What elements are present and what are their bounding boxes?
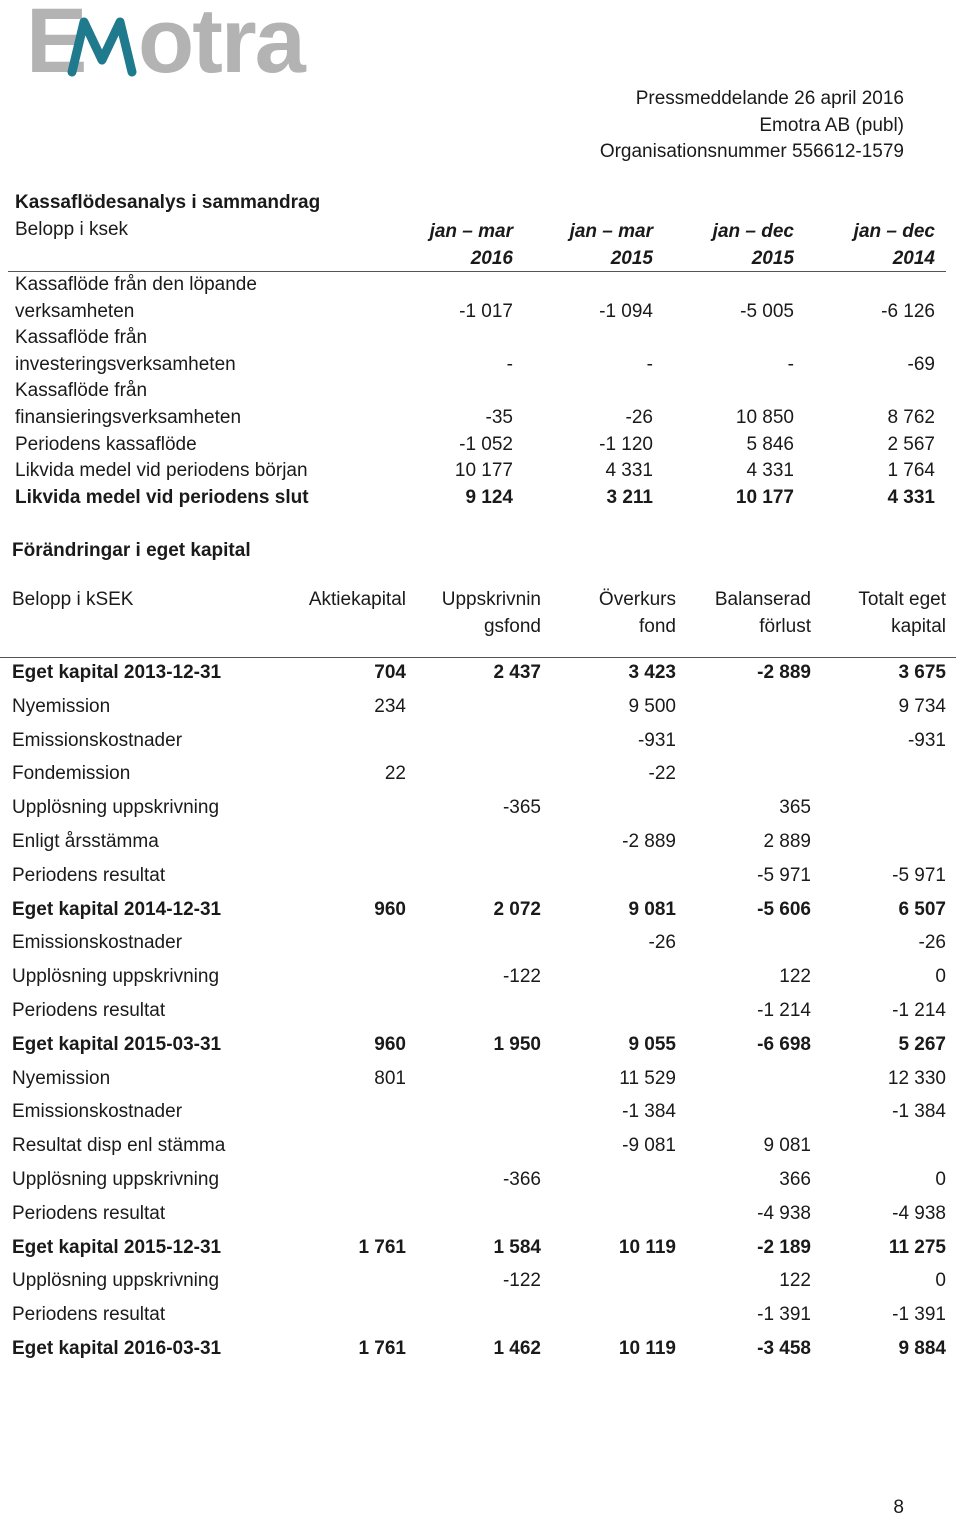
equity-row: [0, 1332, 960, 1366]
press-line-date: Pressmeddelande 26 april 2016: [635, 88, 904, 109]
equity-cell: 2 889: [763, 831, 811, 852]
equity-cell: -26: [918, 932, 946, 954]
cashflow-cell: -6 126: [881, 300, 935, 322]
column-header-line: fond: [639, 616, 676, 637]
equity-cell: -5 971: [892, 864, 946, 886]
equity-cell: 9 081: [763, 1135, 811, 1157]
equity-row: [0, 757, 960, 791]
equity-cell: -122: [502, 1270, 541, 1292]
equity-cell: -122: [502, 966, 541, 988]
logo-text: E otra: [26, 0, 304, 82]
equity-cell: 2 072: [493, 898, 541, 920]
equity-row-label: Upplösning uppskrivning: [12, 1169, 220, 1190]
equity-cell: -1 391: [757, 1304, 811, 1326]
equity-row-label: Upplösning uppskrivning: [12, 966, 220, 988]
equity-column-header: [681, 586, 811, 640]
cashflow-row: [8, 485, 946, 512]
column-header-line: förlust: [759, 616, 811, 637]
equity-cell: -2 189: [757, 1236, 811, 1258]
column-header-period: jan – dec: [853, 221, 935, 242]
equity-cell: 9 734: [898, 695, 946, 717]
equity-row: [0, 926, 960, 960]
equity-column-header: [816, 586, 946, 640]
equity-row: [0, 1028, 960, 1062]
equity-row: [0, 825, 960, 859]
equity-row-label: Emissionskostnader: [12, 932, 183, 954]
column-header-line: Aktiekapital: [308, 589, 406, 610]
cashflow-cell: 1 764: [887, 460, 935, 482]
equity-cell: -6 698: [757, 1033, 811, 1055]
equity-cell: 122: [779, 966, 811, 988]
equity-unit: Belopp i kSEK: [12, 589, 134, 610]
equity-cell: 234: [374, 695, 406, 717]
column-header-line: Totalt eget: [858, 589, 946, 610]
cashflow-column-header: [513, 219, 653, 272]
equity-cell: 366: [779, 1169, 811, 1190]
column-header-line: gsfond: [483, 616, 541, 637]
column-header-year: 2014: [892, 247, 935, 269]
equity-cell: 11 275: [888, 1236, 946, 1258]
equity-row: [0, 1129, 960, 1163]
cashflow-row-label: [15, 272, 345, 325]
row-label-line: Likvida medel vid periodens slut: [15, 486, 309, 508]
column-header-period: jan – mar: [429, 221, 513, 242]
equity-row-label: Fondemission: [12, 763, 131, 785]
equity-cell: -9 081: [622, 1135, 676, 1157]
equity-row-label: Emissionskostnader: [12, 729, 183, 751]
press-line-orgnr: Organisationsnummer 556612-1579: [599, 141, 904, 162]
cashflow-cell: -26: [625, 406, 653, 428]
equity-cell: -2 889: [757, 662, 811, 683]
cashflow-cell: -1 017: [459, 300, 513, 322]
equity-cell: 6 507: [898, 898, 946, 920]
equity-row-label: Nyemission: [12, 695, 111, 717]
equity-row: [0, 724, 960, 758]
cashflow-column-header: [373, 219, 513, 272]
equity-cell: -26: [648, 932, 676, 954]
equity-cell: 11 529: [619, 1067, 676, 1089]
equity-row-label: Resultat disp enl stämma: [12, 1135, 226, 1157]
cashflow-unit: Belopp i ksek: [15, 219, 129, 240]
cashflow-cell: -1 120: [599, 433, 653, 455]
cashflow-cell: 5 846: [746, 433, 794, 455]
cashflow-cell: 10 177: [735, 486, 794, 508]
column-header-period: jan – dec: [712, 221, 794, 242]
row-label-line: Likvida medel vid periodens början: [15, 460, 308, 482]
equity-cell: 1 761: [358, 1236, 406, 1258]
equity-row-label: Eget kapital 2015-12-31: [12, 1236, 222, 1258]
equity-cell: 1 584: [493, 1236, 541, 1258]
row-label-line: Kassaflöde från: [15, 327, 148, 349]
equity-row: [0, 1163, 960, 1197]
equity-cell: 960: [374, 898, 406, 920]
cashflow-column-header: [795, 219, 935, 272]
cashflow-cell: -: [646, 353, 653, 375]
equity-cell: 1 462: [493, 1338, 541, 1359]
equity-cell: -931: [907, 729, 946, 751]
equity-cell: 9 884: [898, 1338, 946, 1359]
equity-cell: -931: [637, 729, 676, 751]
cashflow-cell: -35: [485, 406, 513, 428]
equity-row-label: Periodens resultat: [12, 1000, 166, 1021]
cashflow-row: [8, 458, 946, 485]
equity-title: Förändringar i eget kapital: [12, 540, 251, 561]
equity-row: [0, 791, 960, 825]
equity-cell: 801: [374, 1067, 406, 1089]
cashflow-cell: -: [506, 353, 513, 375]
cashflow-cell: -5 005: [740, 300, 794, 322]
equity-cell: 704: [374, 662, 406, 683]
equity-cell: 10 119: [618, 1338, 676, 1359]
equity-row-label: Eget kapital 2014-12-31: [12, 898, 222, 920]
column-header-line: Balanserad: [714, 589, 811, 610]
cashflow-cell: 3 211: [606, 486, 653, 508]
equity-cell: 9 055: [628, 1033, 676, 1055]
press-line-company: Emotra AB (publ): [759, 114, 904, 136]
equity-row-label: Periodens resultat: [12, 1202, 166, 1224]
equity-cell: -4 938: [757, 1202, 811, 1224]
equity-cell: 0: [935, 966, 946, 988]
equity-cell: 9 081: [628, 898, 676, 920]
cashflow-column-header: [654, 219, 794, 272]
cashflow-row-label: [15, 458, 345, 485]
row-label-line: Kassaflöde från: [15, 380, 148, 402]
column-header-line: Överkurs: [598, 589, 676, 610]
row-label-line: verksamheten: [15, 300, 135, 322]
row-label-line: investeringsverksamheten: [15, 353, 236, 375]
column-header-year: 2016: [470, 247, 513, 269]
equity-cell: 3 423: [628, 662, 676, 683]
cashflow-cell: -: [787, 353, 794, 375]
equity-row: [0, 1062, 960, 1096]
cashflow-cell: 4 331: [605, 460, 653, 482]
equity-cell: -1 391: [892, 1304, 946, 1326]
column-header-line: Uppskrivnin: [441, 589, 541, 610]
cashflow-row-label: [15, 378, 345, 431]
cashflow-row: [8, 378, 946, 431]
cashflow-row-label: [15, 325, 345, 378]
equity-cell: 9 500: [628, 695, 676, 717]
equity-row-label: Periodens resultat: [12, 1304, 166, 1326]
equity-cell: 0: [935, 1169, 946, 1190]
equity-row: [0, 1095, 960, 1129]
equity-cell: 960: [374, 1033, 406, 1055]
cashflow-row-label: [15, 485, 345, 512]
equity-cell: 12 330: [887, 1067, 946, 1089]
equity-column-header: [276, 586, 406, 613]
equity-row: [0, 1298, 960, 1332]
row-label-line: Kassaflöde från den löpande: [15, 274, 257, 295]
equity-cell: -1 214: [892, 1000, 946, 1021]
equity-row-label: Emissionskostnader: [12, 1101, 183, 1123]
cashflow-cell: -1 094: [599, 300, 653, 322]
press-header: [600, 86, 904, 166]
column-header-period: jan – mar: [569, 221, 653, 242]
equity-cell: -366: [502, 1169, 541, 1190]
cashflow-cell: 2 567: [887, 433, 935, 455]
cashflow-cell: -1 052: [459, 433, 513, 455]
row-label-line: finansieringsverksamheten: [15, 406, 242, 428]
row-label-line: Periodens kassaflöde: [15, 433, 197, 455]
equity-cell: -1 214: [757, 1000, 811, 1021]
equity-cell: -1 384: [892, 1101, 946, 1123]
column-header-year: 2015: [751, 247, 794, 269]
equity-cell: 0: [935, 1270, 946, 1292]
equity-row-label: Eget kapital 2013-12-31: [12, 662, 222, 683]
cashflow-title: Kassaflödesanalys i sammandrag: [15, 192, 321, 213]
equity-cell: -365: [502, 797, 541, 819]
cashflow-cell: 4 331: [887, 486, 935, 508]
cashflow-row: [8, 325, 946, 378]
cashflow-cell: 10 177: [454, 460, 513, 482]
cashflow-row: [8, 272, 946, 325]
cashflow-cell: -69: [907, 353, 935, 375]
cashflow-row: [8, 432, 946, 459]
equity-cell: 365: [779, 797, 811, 819]
equity-row-label: Periodens resultat: [12, 864, 166, 886]
equity-cell: 5 267: [898, 1033, 946, 1055]
equity-row: [0, 960, 960, 994]
equity-cell: 2 437: [493, 662, 541, 683]
equity-cell: -3 458: [757, 1338, 811, 1359]
equity-row-label: Upplösning uppskrivning: [12, 1270, 220, 1292]
cashflow-cell: 9 124: [465, 486, 513, 508]
equity-row: [0, 1264, 960, 1298]
equity-row: [0, 1231, 960, 1265]
equity-cell: 1 761: [358, 1338, 406, 1359]
equity-row: [0, 859, 960, 893]
equity-cell: 122: [779, 1270, 811, 1292]
page-number: 8: [893, 1497, 904, 1518]
column-header-year: 2015: [610, 247, 653, 269]
cashflow-cell: 4 331: [746, 460, 794, 482]
equity-row: [0, 893, 960, 927]
equity-row-label: Eget kapital 2016-03-31: [12, 1338, 222, 1359]
equity-row-label: Upplösning uppskrivning: [12, 797, 220, 819]
equity-cell: -22: [648, 763, 676, 785]
equity-row: [0, 656, 960, 690]
equity-cell: -1 384: [622, 1101, 676, 1123]
equity-row-label: Eget kapital 2015-03-31: [12, 1033, 222, 1055]
equity-row: [0, 994, 960, 1028]
emotra-logo: [26, 0, 356, 82]
equity-row: [0, 690, 960, 724]
equity-column-header: [546, 586, 676, 640]
cashflow-cell: 10 850: [735, 406, 794, 428]
equity-cell: -5 606: [757, 898, 811, 920]
column-header-line: kapital: [891, 616, 946, 637]
equity-cell: 3 675: [898, 662, 946, 683]
equity-cell: -5 971: [757, 864, 811, 886]
equity-cell: 10 119: [618, 1236, 676, 1258]
equity-row: [0, 1197, 960, 1231]
equity-cell: -2 889: [622, 831, 676, 852]
equity-cell: -4 938: [892, 1202, 946, 1224]
cashflow-row-label: [15, 432, 345, 459]
equity-cell: 22: [384, 763, 406, 785]
cashflow-cell: 8 762: [887, 406, 935, 428]
equity-cell: 1 950: [493, 1033, 541, 1055]
equity-row-label: Nyemission: [12, 1067, 111, 1089]
equity-column-header: [411, 586, 541, 640]
equity-row-label: Enligt årsstämma: [12, 831, 159, 852]
